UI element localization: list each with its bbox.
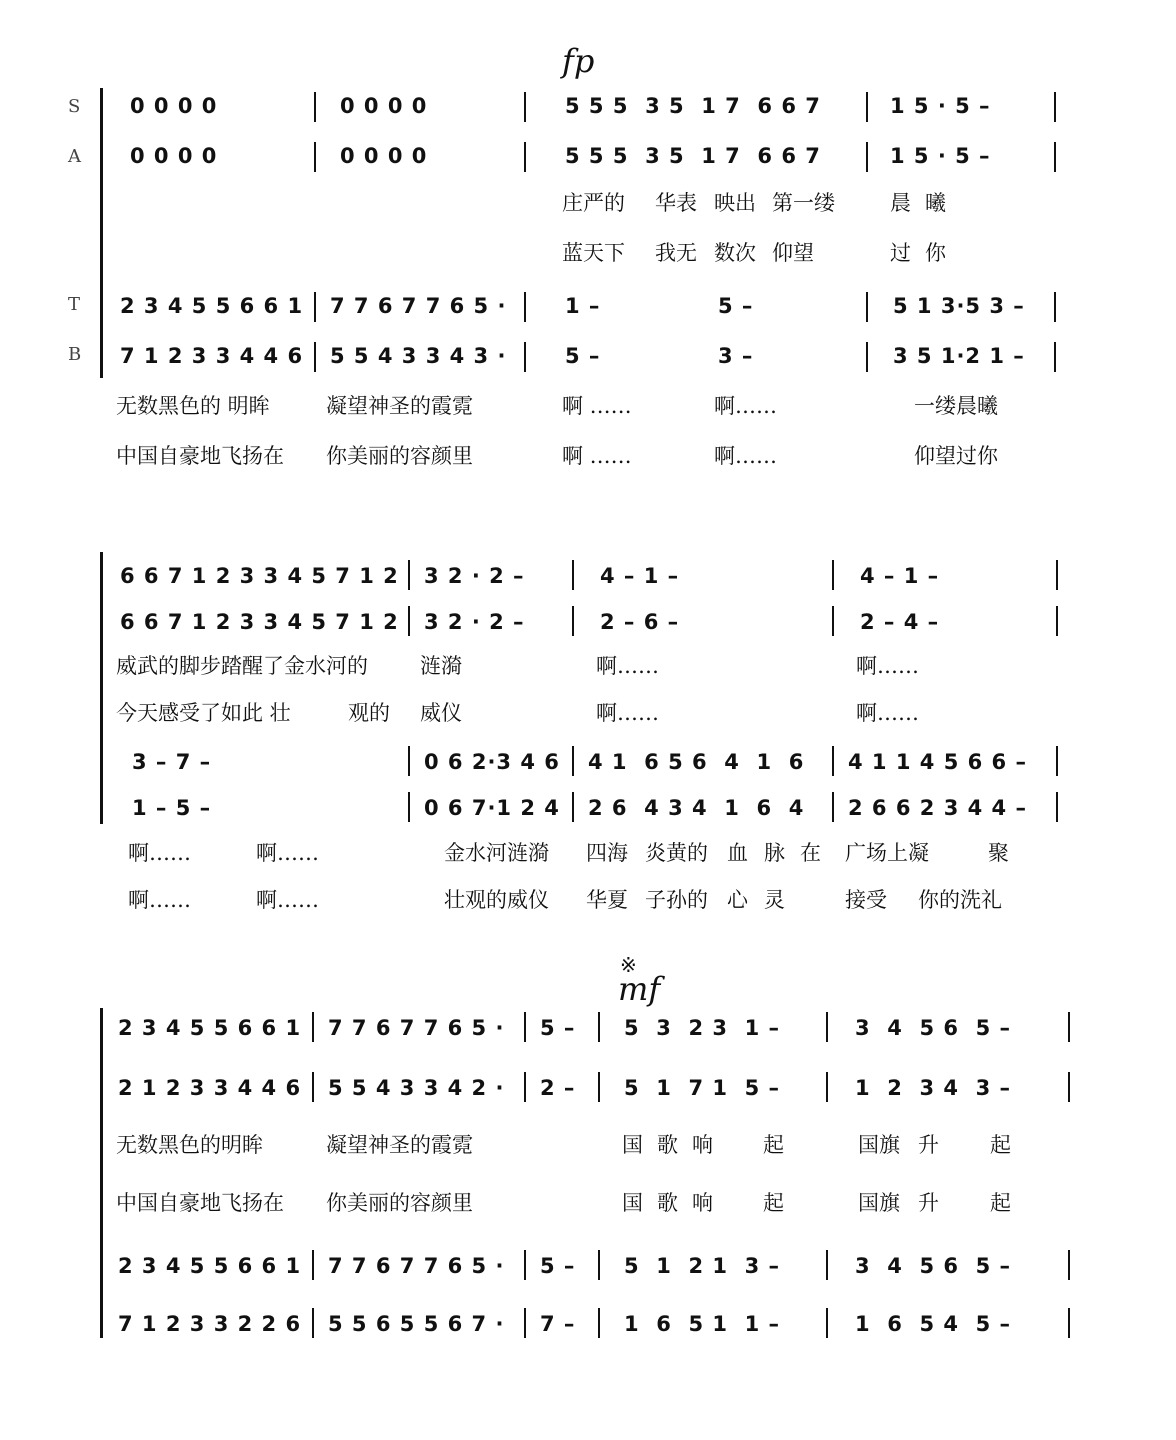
lyric: 国: [622, 1191, 643, 1215]
lyric: 金水河涟漪: [444, 841, 549, 865]
alto-measure: 5 1 7 1 5 –: [624, 1076, 781, 1100]
lyric: 蓝天下: [562, 241, 625, 265]
lyric: 歌: [657, 1191, 678, 1215]
soprano-measure: 1 5 · 5 –: [890, 94, 991, 118]
soprano-measure: 3 4 5 6 5 –: [855, 1016, 1012, 1040]
lyric: 起: [990, 1191, 1011, 1215]
lyric: 你: [925, 241, 946, 265]
lyric: 啊……: [596, 701, 659, 725]
lyric: 华夏: [586, 888, 628, 912]
lyric: 啊……: [256, 888, 319, 912]
bass-measure: 5 –: [565, 344, 601, 368]
barline: [312, 1072, 314, 1102]
lyric: 威武的脚步踏醒了金水河的: [116, 654, 368, 678]
alto-measure: 1 2 3 4 3 –: [855, 1076, 1012, 1100]
tenor-measure: 3 – 7 –: [132, 750, 212, 774]
tenor-measure: 0 6 2·3 4 6: [424, 750, 560, 774]
barline: [312, 1308, 314, 1338]
tenor-measure: 4 1 6 5 6 4 1 6: [588, 750, 805, 774]
lyric: 血: [727, 841, 748, 865]
tenor-measure: 5 1 2 1 3 –: [624, 1254, 781, 1278]
barline: [1054, 92, 1056, 122]
tenor-measure: 5 1 3·5 3 –: [893, 294, 1025, 318]
lyric: 啊……: [856, 654, 919, 678]
lyric: 升: [918, 1133, 939, 1157]
barline: [1054, 342, 1056, 372]
lyric: 今天感受了如此 壮: [116, 701, 291, 725]
segno-sign: ※: [620, 953, 637, 977]
alto-measure: 0 0 0 0: [130, 144, 218, 168]
barline: [524, 292, 526, 322]
lyric: 脉: [764, 841, 785, 865]
bass-measure: 7 1 2 3 3 2 2 6: [118, 1312, 302, 1336]
lyric: 子孙的: [645, 888, 708, 912]
lyric: 过: [890, 241, 911, 265]
barline: [598, 1072, 600, 1102]
bass-measure: 3 –: [718, 344, 754, 368]
barline: [1056, 560, 1058, 590]
lyric: 壮观的威仪: [444, 888, 549, 912]
lyric: 中国自豪地飞扬在: [116, 444, 284, 468]
lyric: 啊……: [128, 888, 191, 912]
lyric: 啊 ……: [562, 444, 632, 468]
lyric: 国旗: [858, 1191, 900, 1215]
barline: [524, 92, 526, 122]
lyric: 啊……: [714, 394, 777, 418]
lyric: 响: [692, 1191, 713, 1215]
part-label-tenor: T: [68, 294, 81, 315]
barline: [826, 1072, 828, 1102]
barline: [826, 1250, 828, 1280]
tenor-measure: 2 3 4 5 5 6 6 1: [120, 294, 304, 318]
system-bracket: [100, 1008, 103, 1338]
lyric: 数次: [714, 241, 756, 265]
lyric: 凝望神圣的霞霓: [326, 1133, 473, 1157]
lyric: 灵: [764, 888, 785, 912]
lyric: 晨: [890, 191, 911, 215]
barline: [832, 792, 834, 822]
lyric: 接受: [845, 888, 887, 912]
lyric: 啊……: [256, 841, 319, 865]
bass-measure: 3 5 1·2 1 –: [893, 344, 1025, 368]
lyric: 啊……: [128, 841, 191, 865]
lyric: 歌: [657, 1133, 678, 1157]
barline: [524, 1012, 526, 1042]
barline: [598, 1012, 600, 1042]
barline: [524, 1072, 526, 1102]
system-bracket: [100, 552, 103, 824]
barline: [314, 292, 316, 322]
soprano-measure: 0 0 0 0: [130, 94, 218, 118]
dynamic-fp: fp: [562, 42, 595, 80]
barline: [524, 1250, 526, 1280]
alto-measure: 2 1 2 3 3 4 4 6: [118, 1076, 302, 1100]
soprano-measure: 3 2 · 2 –: [424, 564, 525, 588]
barline: [1068, 1250, 1070, 1280]
soprano-measure: 2 3 4 5 5 6 6 1: [118, 1016, 302, 1040]
barline: [1054, 292, 1056, 322]
lyric: 炎黄的: [645, 841, 708, 865]
barline: [312, 1012, 314, 1042]
lyric: 涟漪: [420, 654, 462, 678]
lyric: 华表: [655, 191, 697, 215]
lyric: 广场上凝: [845, 841, 929, 865]
barline: [312, 1250, 314, 1280]
soprano-measure: 4 – 1 –: [600, 564, 680, 588]
barline: [408, 560, 410, 590]
soprano-measure: 5 –: [540, 1016, 576, 1040]
system-bracket: [100, 88, 103, 378]
barline: [524, 1308, 526, 1338]
lyric: 你的洗礼: [918, 888, 1002, 912]
barline: [408, 792, 410, 822]
lyric: 仰望: [772, 241, 814, 265]
bass-measure: 7 1 2 3 3 4 4 6: [120, 344, 304, 368]
barline: [1056, 792, 1058, 822]
lyric: 心: [727, 888, 748, 912]
alto-measure: 0 0 0 0: [340, 144, 428, 168]
tenor-measure: 5 –: [540, 1254, 576, 1278]
lyric: 国旗: [858, 1133, 900, 1157]
lyric: 啊……: [596, 654, 659, 678]
alto-measure: 5 5 4 3 3 4 2 ·: [328, 1076, 505, 1100]
lyric: 升: [918, 1191, 939, 1215]
barline: [314, 342, 316, 372]
barline: [1068, 1012, 1070, 1042]
lyric: 你美丽的容颜里: [326, 1191, 473, 1215]
alto-measure: 6 6 7 1 2 3 3 4 5 7 1 2: [120, 610, 399, 634]
lyric: 凝望神圣的霞霓: [326, 394, 473, 418]
barline: [524, 342, 526, 372]
lyric: 起: [763, 1133, 784, 1157]
lyric: 中国自豪地飞扬在: [116, 1191, 284, 1215]
lyric: 啊……: [714, 444, 777, 468]
lyric: 观的: [348, 701, 390, 725]
barline: [314, 142, 316, 172]
lyric: 曦: [925, 191, 946, 215]
bass-measure: 7 –: [540, 1312, 576, 1336]
barline: [866, 292, 868, 322]
lyric: 无数黑色的 明眸: [116, 394, 270, 418]
barline: [826, 1308, 828, 1338]
soprano-measure: 4 – 1 –: [860, 564, 940, 588]
barline: [1068, 1308, 1070, 1338]
part-label-soprano: S: [68, 96, 81, 117]
lyric: 无数黑色的明眸: [116, 1133, 263, 1157]
tenor-measure: 4 1 1 4 5 6 6 –: [848, 750, 1027, 774]
alto-measure: 2 – 4 –: [860, 610, 940, 634]
part-label-bass: B: [68, 344, 82, 365]
barline: [572, 560, 574, 590]
barline: [572, 606, 574, 636]
soprano-measure: 0 0 0 0: [340, 94, 428, 118]
barline: [832, 606, 834, 636]
bass-measure: 1 – 5 –: [132, 796, 212, 820]
bass-measure: 1 6 5 4 5 –: [855, 1312, 1012, 1336]
lyric: 映出: [714, 191, 756, 215]
tenor-measure: 3 4 5 6 5 –: [855, 1254, 1012, 1278]
lyric: 国: [622, 1133, 643, 1157]
soprano-measure: 5 5 5 3 5 1 7 6 6 7: [565, 94, 821, 118]
bass-measure: 5 5 4 3 3 4 3 ·: [330, 344, 507, 368]
barline: [572, 792, 574, 822]
tenor-measure: 7 7 6 7 7 6 5 ·: [328, 1254, 505, 1278]
alto-measure: 5 5 5 3 5 1 7 6 6 7: [565, 144, 821, 168]
lyric: 啊……: [856, 701, 919, 725]
barline: [826, 1012, 828, 1042]
bass-measure: 2 6 4 3 4 1 6 4: [588, 796, 805, 820]
barline: [408, 606, 410, 636]
barline: [866, 92, 868, 122]
lyric: 响: [692, 1133, 713, 1157]
barline: [314, 92, 316, 122]
barline: [832, 746, 834, 776]
barline: [572, 746, 574, 776]
lyric: 仰望过你: [914, 444, 998, 468]
barline: [866, 342, 868, 372]
barline: [1056, 606, 1058, 636]
bass-measure: 1 6 5 1 1 –: [624, 1312, 781, 1336]
barline: [598, 1308, 600, 1338]
lyric: 起: [763, 1191, 784, 1215]
lyric: 在: [800, 841, 821, 865]
barline: [598, 1250, 600, 1280]
lyric: 你美丽的容颜里: [326, 444, 473, 468]
lyric: 啊 ……: [562, 394, 632, 418]
lyric: 起: [990, 1133, 1011, 1157]
alto-measure: 2 – 6 –: [600, 610, 680, 634]
lyric: 第一缕: [772, 191, 835, 215]
part-label-alto: A: [68, 146, 81, 167]
lyric: 我无: [655, 241, 697, 265]
barline: [1056, 746, 1058, 776]
barline: [1068, 1072, 1070, 1102]
lyric: 聚: [988, 841, 1009, 865]
lyric: 威仪: [420, 701, 462, 725]
soprano-measure: 6 6 7 1 2 3 3 4 5 7 1 2: [120, 564, 399, 588]
barline: [866, 142, 868, 172]
barline: [524, 142, 526, 172]
lyric: 一缕晨曦: [914, 394, 998, 418]
alto-measure: 3 2 · 2 –: [424, 610, 525, 634]
lyric: 庄严的: [562, 191, 625, 215]
soprano-measure: 7 7 6 7 7 6 5 ·: [328, 1016, 505, 1040]
tenor-measure: 5 –: [718, 294, 754, 318]
tenor-measure: 7 7 6 7 7 6 5 ·: [330, 294, 507, 318]
bass-measure: 2 6 6 2 3 4 4 –: [848, 796, 1027, 820]
bass-measure: 5 5 6 5 5 6 7 ·: [328, 1312, 505, 1336]
alto-measure: 2 –: [540, 1076, 576, 1100]
barline: [1054, 142, 1056, 172]
alto-measure: 1 5 · 5 –: [890, 144, 991, 168]
bass-measure: 0 6 7·1 2 4: [424, 796, 560, 820]
barline: [408, 746, 410, 776]
dynamic-mf: mf: [618, 970, 661, 1008]
tenor-measure: 1 –: [565, 294, 601, 318]
soprano-measure: 5 3 2 3 1 –: [624, 1016, 781, 1040]
barline: [832, 560, 834, 590]
tenor-measure: 2 3 4 5 5 6 6 1: [118, 1254, 302, 1278]
lyric: 四海: [586, 841, 628, 865]
